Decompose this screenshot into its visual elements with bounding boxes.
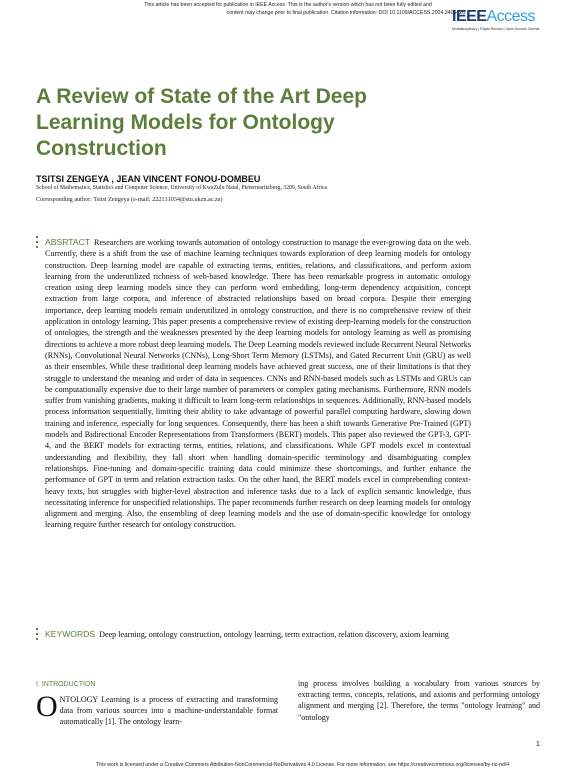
- abstract-marker: [36, 236, 39, 251]
- license-footer: This work is licensed under a Creative Commons Attribution-NonCommercial-NoDerivatives 4.0 License. For more information, see https://creativecommons.org/licenses/by-nc-nd/4: [96, 762, 510, 768]
- notice-line-2: content may change prior to final publication. Citation information: DOI 10.1109/ACCESS.2024.3406426: [226, 10, 465, 16]
- notice-line-1: This article has been accepted for publication in IEEE Access. This is the author's version which has not been fully edited and: [144, 2, 432, 8]
- keywords-label: KEYWORDS: [45, 629, 96, 639]
- logo-ieee: IEEE: [452, 8, 487, 25]
- logo-access: Access: [486, 8, 536, 25]
- page-number: 1: [536, 741, 540, 748]
- author-affiliation: School of Mathematics, Statistics and Computer Science, University of KwaZulu Natal, Pietermaritzburg, 3209, South Africa: [36, 185, 328, 191]
- intro-text-left: NTOLOGY Learning is a process of extracting and transforming data from various sources into a machine-understandable format automatically [1]. The ontology learn-: [59, 695, 278, 727]
- abstract: [45, 237, 471, 531]
- abstract-text: Researchers are working towards automation of ontology construction to manage the ever-growing data on the web. Currently, there is a shift from the use of machine learning techniques towards exploration of deep learning models for ontology construction. Deep learning model are capable of extracting terms, entities, relations, and classifications, and perform axiom learning from the underutilized richness of web-based knowledge. There has been remarkable progress in automatic ontology creation using deep learning models since they can perform word embedding, long-term dependency acquisition, concept extraction from large corpora, and inference of abstracted relationships based on broad corpora. Despite their emerging importance, deep learning models remain underutilized in ontology construction, and there is no comprehensive review of their application in ontology learning. This paper presents a comprehensive review of existing deep-learning models for the construction of ontologies, the strength and the weaknesses presented by the deep learning models for ontology learning as well as promising directions to achieve a more robust deep learning models. The Deep Learning models reviewed include Recurrent Neural Networks (RNNs), Convolutional Neural Networks (CNNs), Long-Short Term Memory (LSTMs), and Gated Recurrent Unit (GRU) as well as their ensembles. While these traditional deep learning models have achieved great success, one of their limitations is that they struggle to understand the meaning and order of data in sequences. CNNs and RNN-based models such as LSTMs and GRUs can be computationally expensive due to their large number of parameters or complex gating mechanisms. Furthermore, RNN models suffer from vanishing gradients, making it difficult to learn long-term relationships in sequences. Additionally, RNN-based models process information sequentially, limiting their ability to take advantage of powerful parallel computing hardware, slowing down training and inference, especially for long sequences. Consequently, there has been a shift towards Generative Pre-Trained (GPT) models and Bidirectional Encoder Representations from Transformers (BERT) models. This paper also reviewed the GPT-3, GPT-4, and the BERT models for extracting terms, entities, relations, and classifications. While GPT models excel in contextual understanding and flexibility, they fall short when handling domain-specific terminology and disambiguating complex relationships. Fine-tuning and domain-specific training data could minimize these shortcomings, and further enhance the performance of GPT in term and relation extraction tasks. On the other hand, the BERT models excel in comprehending context-heavy texts, but struggles with higher-level abstraction and inference tasks due to a lack of explicit semantic knowledge, thus necessitating inference for unspecified relationships. The paper recommends further research on deep learning models for ontology alignment and merging. Also, the ensembling of deep learning models and the use of domain-specific knowledge for ontology learning require further research for ontology construction.: [45, 238, 471, 530]
- ieee-access-logo: [452, 8, 564, 38]
- keywords: [45, 629, 471, 640]
- intro-column-left: [36, 690, 278, 728]
- keywords-marker: [36, 628, 39, 643]
- section-heading-introduction: I. INTRODUCTION: [36, 681, 96, 688]
- intro-column-right: ing process involves building a vocabulary from various sources by extracting terms, concepts, relations, and axioms and performing ontology alignment and merging [2]. Therefore, the terms "ontology learning" and "ontology: [298, 679, 540, 722]
- drop-cap: O: [36, 690, 58, 723]
- corresponding-author: Corresponding author: Tsitsi Zengeya (e-mail: 222131034@stu.ukzn.ac.za): [36, 196, 223, 203]
- paper-authors: TSITSI ZENGEYA , JEAN VINCENT FONOU-DOMBEU: [36, 174, 261, 184]
- keywords-text: Deep learning, ontology construction, ontology learning, term extraction, relation discovery, axiom learning: [99, 630, 449, 639]
- abstract-label: ABSRTACT: [45, 237, 91, 247]
- logo-tagline: Multidisciplinary | Rapid Review | Open Access Journal: [452, 27, 540, 31]
- paper-title: A Review of State of the Art Deep Learning Models for Ontology Construction: [36, 85, 367, 160]
